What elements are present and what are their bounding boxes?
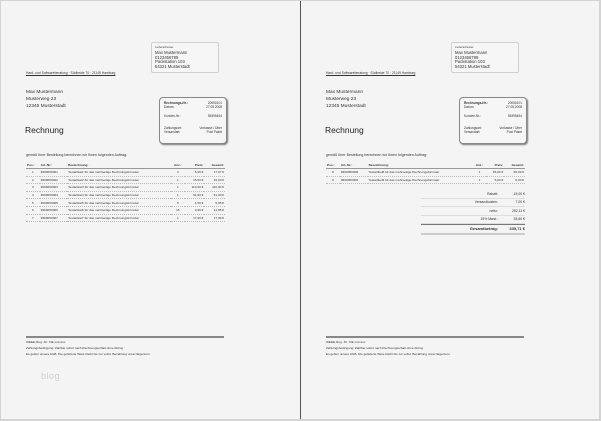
table-row <box>26 199 225 207</box>
sender-address-line: Hard- und Softwareberatung · Südheide 70 · 21149 Hamburg <box>326 71 416 75</box>
invoice-page-2 <box>301 1 599 419</box>
grand-total-row <box>421 224 525 235</box>
cell-price: 17,99 € <box>185 214 205 222</box>
cell-description: Testartikel9 für das mehrseitige Rechnungsformular <box>368 176 473 184</box>
cell-qty: 1 <box>473 169 487 177</box>
cell-qty: 15 <box>171 206 185 214</box>
recipient-line: 12345 Musterstadt <box>26 104 66 109</box>
cell-pos: 9 <box>326 176 340 184</box>
cell-total: 110,00 € <box>204 184 225 192</box>
invoice-number-label: Rechnungs-Nr.: <box>164 101 188 105</box>
customer-number-label: Kunden-Nr.: <box>464 113 482 118</box>
delivery-label: Lieferadresse: <box>155 45 175 49</box>
recipient-line: 12345 Musterstadt <box>326 104 366 109</box>
vat-value: 53,60 € <box>513 217 525 222</box>
net-label: netto: <box>489 208 498 213</box>
footer-payment-terms: Zahlungsbedingung: Zahlbar sofort nach Rechnungserhalt ohne Abzug <box>326 346 424 350</box>
cell-price: 110,00 € <box>185 184 205 192</box>
recipient-line: Musterweg 23 <box>26 97 57 102</box>
col-total: Gesamt: <box>504 162 525 169</box>
col-total: Gesamt: <box>204 162 225 169</box>
cell-price: 65,99 € <box>486 169 504 177</box>
table-row <box>26 214 225 222</box>
recipient-address <box>326 89 366 110</box>
col-article-no: Art.-Nr.: <box>40 162 67 169</box>
net-value: 282,11 € <box>512 208 525 213</box>
vat-label: 19% Mwst.: <box>480 217 498 222</box>
cell-description: Testartikel8 für das mehrseitige Rechnungsformular <box>368 169 473 177</box>
footer-terms: Es gelten unsere AGB. Die gelieferte Ware bleibt bis zur vollst. Bezahlung unser Eigentum. <box>326 352 451 356</box>
net-row <box>421 207 525 216</box>
payment-label: Zahlungsart: <box>164 125 182 130</box>
cell-qty: 5 <box>171 199 185 207</box>
page-title: Rechnung <box>25 125 64 135</box>
customer-number-label: Kunden-Nr.: <box>164 113 182 118</box>
invoice-number: 20050101 <box>507 101 522 105</box>
intro-text: gemäß Ihrer Bestellung berechnen wir Ihnen folgenden Auftrag: <box>326 153 428 157</box>
blog-watermark: blog <box>41 371 61 381</box>
shipping-cost-label: Versandkosten: <box>474 200 498 205</box>
table-row <box>326 169 525 177</box>
delivery-line: Max Mustermann <box>155 50 188 55</box>
footer-weee: WEEE-Reg.-Nr.: DE xxxxxxx <box>326 340 366 344</box>
page-footer <box>326 339 450 357</box>
cell-article-no: 9900050008 <box>340 169 368 177</box>
delivery-address-box <box>151 42 219 73</box>
cell-price: 5,99 € <box>185 169 205 177</box>
items-table <box>326 162 525 184</box>
col-pos: Pos.: <box>26 162 40 169</box>
cell-pos: 6 <box>26 206 40 214</box>
footer-divider <box>326 336 524 338</box>
shipping-row <box>164 130 222 134</box>
cell-article-no: 9900050001 <box>40 169 67 177</box>
cell-total: 15,00 € <box>204 176 225 184</box>
cell-article-no: 9900050004 <box>40 191 67 199</box>
col-description: Bezeichnung: <box>368 162 473 169</box>
footer-divider <box>26 336 224 338</box>
payment-label: Zahlungsart: <box>464 125 482 130</box>
date-value: 27.05.2008 <box>506 105 522 110</box>
recipient-line: Musterweg 23 <box>326 97 357 102</box>
col-qty: Anz.: <box>171 162 185 169</box>
cell-description: Testartikel3 für das mehrseitige Rechnungsformular <box>67 184 171 192</box>
intro-text: gemäß Ihrer Bestellung berechnen wir Ihnen folgenden Auftrag: <box>26 153 128 157</box>
delivery-line: Packstation 103 <box>455 59 485 65</box>
shipping-label: Versandart: <box>464 130 481 135</box>
discount-row <box>421 190 525 199</box>
cell-qty: 1 <box>171 191 185 199</box>
table-row <box>26 184 225 192</box>
cell-qty: 1 <box>171 184 185 192</box>
vat-row <box>421 216 525 225</box>
cell-article-no: 9900050002 <box>40 176 67 184</box>
cell-qty: 1 <box>171 214 185 222</box>
recipient-line: Max Mustermann <box>326 90 364 95</box>
cell-pos: 1 <box>26 169 40 177</box>
cell-total: 65,99 € <box>504 169 525 177</box>
delivery-line: Packstation 103 <box>155 59 185 65</box>
col-description: Bezeichnung: <box>67 162 171 169</box>
cell-total: 17,99 € <box>204 214 225 222</box>
recipient-address <box>26 89 66 110</box>
table-row <box>26 206 225 214</box>
cell-article-no: 9900050005 <box>40 199 67 207</box>
cell-pos: 3 <box>26 184 40 192</box>
cell-description: Testartikel7 für das mehrseitige Rechnungsformular <box>67 214 171 222</box>
date-value: 27.05.2008 <box>206 105 222 110</box>
cell-description: Testartikel6 für das mehrseitige Rechnungsformular <box>67 206 171 214</box>
document-spread <box>1 1 599 419</box>
cell-description: Testartikel1 für das mehrseitige Rechnungsformular <box>67 169 171 177</box>
date-label: Datum: <box>164 105 175 110</box>
cell-pos: 2 <box>26 176 40 184</box>
cell-total: 51,00 € <box>204 191 225 199</box>
cell-total: 17,97 € <box>204 169 225 177</box>
invoice-number: 20050101 <box>207 101 222 105</box>
table-row <box>326 176 525 184</box>
cell-price: 1,59 € <box>185 199 205 207</box>
cell-total: 5,00 € <box>504 176 525 184</box>
cell-price: 0,99 € <box>185 206 205 214</box>
delivery-address-box <box>451 42 519 73</box>
cell-description: Testartikel2 für das mehrseitige Rechnungsformular <box>67 176 171 184</box>
delivery-line: Max Mustermann <box>455 50 488 55</box>
shipping-value: Post Paket <box>506 130 522 135</box>
cell-article-no: 9900050007 <box>40 214 67 222</box>
footer-payment-terms: Zahlungsbedingung: Zahlbar sofort nach Rechnungserhalt ohne Abzug <box>26 346 124 350</box>
grand-total-value: 335,71 € <box>509 225 525 231</box>
cell-price: 15,00 € <box>185 176 205 184</box>
delivery-label: Lieferadresse: <box>455 45 475 49</box>
cell-qty: 3 <box>171 169 185 177</box>
grand-total-label: Gesamtbetrag: <box>469 225 498 231</box>
cell-description: Testartikel5 für das mehrseitige Rechnungsformular <box>67 199 171 207</box>
customer-number: 55395454 <box>207 113 222 118</box>
shipping-row <box>464 130 522 134</box>
items-table <box>26 162 225 222</box>
delivery-line: 0123456789 <box>155 54 179 60</box>
page-footer <box>26 339 150 357</box>
payment-value: Vorkasse / Über <box>199 125 222 130</box>
cell-pos: 4 <box>26 191 40 199</box>
date-label: Datum: <box>464 105 475 110</box>
invoice-info-box <box>159 97 227 144</box>
table-row <box>26 191 225 199</box>
invoice-page-1 <box>1 1 300 419</box>
cell-article-no: 9900050009 <box>340 176 368 184</box>
cell-price: 5,00 € <box>486 176 504 184</box>
customer-number: 55395454 <box>507 113 522 118</box>
invoice-number-label: Rechnungs-Nr.: <box>464 101 488 105</box>
cell-article-no: 9900050003 <box>40 184 67 192</box>
discount-value: -15,00 € <box>512 191 525 196</box>
discount-label: Rabatt: <box>487 191 498 196</box>
page-title: Rechnung <box>325 125 364 135</box>
table-row <box>26 169 225 177</box>
sender-address-line: Hard- und Softwareberatung · Südheide 70 · 21149 Hamburg <box>26 71 116 75</box>
col-article-no: Art.-Nr.: <box>340 162 368 169</box>
footer-terms: Es gelten unsere AGB. Die gelieferte Ware bleibt bis zur vollst. Bezahlung unser Eigentum. <box>26 352 151 356</box>
payment-value: Vorkasse / Über <box>499 125 522 130</box>
cell-qty: 1 <box>171 176 185 184</box>
cell-pos: 5 <box>26 199 40 207</box>
shipping-cost-row <box>421 199 525 208</box>
cell-description: Testartikel4 für das mehrseitige Rechnungsformular <box>67 191 171 199</box>
cell-pos: 7 <box>26 214 40 222</box>
cell-article-no: 9900050006 <box>40 206 67 214</box>
col-qty: Anz.: <box>473 162 487 169</box>
cell-price: 51,00 € <box>185 191 205 199</box>
col-price: Preis: <box>486 162 504 169</box>
invoice-info-box <box>459 97 527 144</box>
totals-block <box>421 190 525 235</box>
col-pos: Pos.: <box>326 162 340 169</box>
delivery-line: 54321 Musterstadt <box>155 64 190 70</box>
col-price: Preis: <box>185 162 205 169</box>
shipping-cost-value: 7,00 € <box>515 200 525 205</box>
cell-qty: 1 <box>473 176 487 184</box>
shipping-label: Versandart: <box>164 130 181 135</box>
delivery-line: 54321 Musterstadt <box>455 64 490 70</box>
recipient-line: Max Mustermann <box>26 90 64 95</box>
cell-pos: 8 <box>326 169 340 177</box>
cell-total: 5,95 € <box>204 199 225 207</box>
shipping-value: Post Paket <box>206 130 222 135</box>
delivery-line: 0123456789 <box>455 54 479 60</box>
cell-total: 14,85 € <box>204 206 225 214</box>
footer-weee: WEEE-Reg.-Nr.: DE xxxxxxx <box>26 340 66 344</box>
table-row <box>26 176 225 184</box>
